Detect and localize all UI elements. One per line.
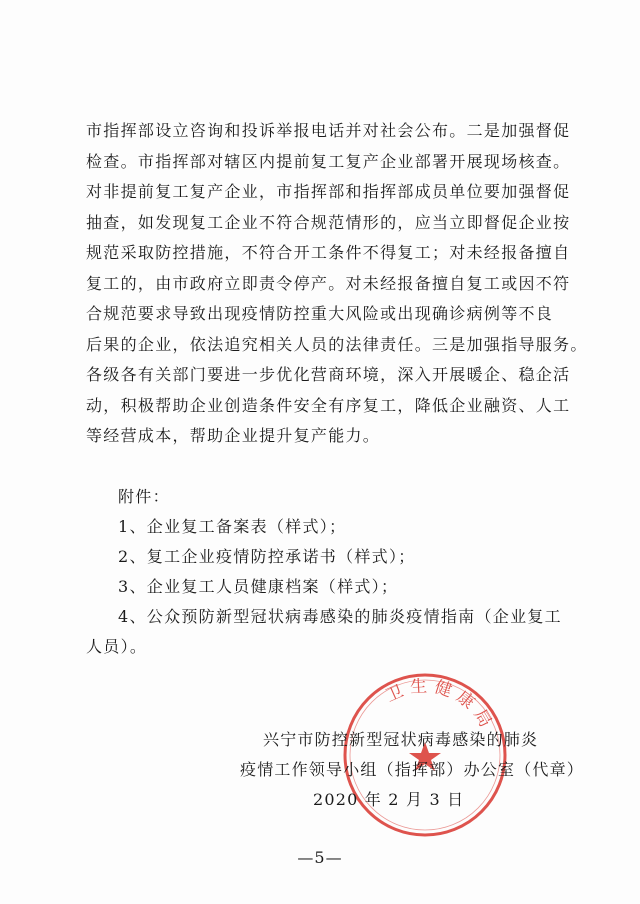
attachment-item: 2、复工企业疫情防控承诺书（样式）； (118, 547, 416, 566)
page-number: —5— (297, 848, 343, 867)
body-line: 动，积极帮助企业创造条件安全有序复工，降低企业融资、人工 (86, 395, 571, 415)
issue-date: 2020 年 2 月 3 日 (313, 790, 465, 809)
attachment-item-continuation: 人员）。 (86, 637, 148, 656)
issuer-line-1: 兴宁市防控新型冠状病毒感染的肺炎 (263, 730, 539, 749)
body-line: 抽查，如发现复工企业不符合规范情形的，应当立即督促企业按 (86, 212, 571, 232)
attachment-item: 3、企业复工人员健康档案（样式）； (118, 577, 399, 596)
issuer-line-2: 疫情工作领导小组（指挥部）办公室（代章） (240, 760, 585, 779)
seal-text: 卫生健康局 (382, 676, 499, 736)
attachment-item: 1、企业复工备案表（样式）； (118, 517, 347, 536)
body-line: 对非提前复工复产企业，市指挥部和指挥部成员单位要加强督促 (86, 182, 571, 201)
body-line: 等经营成本，帮助企业提升复产能力。 (86, 426, 381, 445)
body-line: 合规范要求导致出现疫情防控重大风险或出现确诊病例等不良 (86, 304, 554, 323)
attachment-item: 4、公众预防新型冠状病毒感染的肺炎疫情指南（企业复工 (118, 607, 562, 626)
body-line: 市指挥部设立咨询和投诉举报电话并对社会公布。二是加强督促 (86, 121, 571, 140)
body-line: 各级各有关部门要进一步优化营商环境，深入开展暖企、稳企活 (86, 365, 571, 384)
body-line: 复工的，由市政府立即责令停产。对未经报备擅自复工或因不符 (86, 273, 571, 293)
body-line: 检查。市指挥部对辖区内提前复工复产企业部署开展现场核查。 (86, 151, 571, 171)
attachments-heading: 附件： (118, 487, 170, 506)
body-line: 后果的企业，依法追究相关人员的法律责任。三是加强指导服务。 (86, 334, 588, 354)
body-line: 规范采取防控措施，不符合开工条件不得复工；对未经报备擅自 (86, 243, 571, 262)
